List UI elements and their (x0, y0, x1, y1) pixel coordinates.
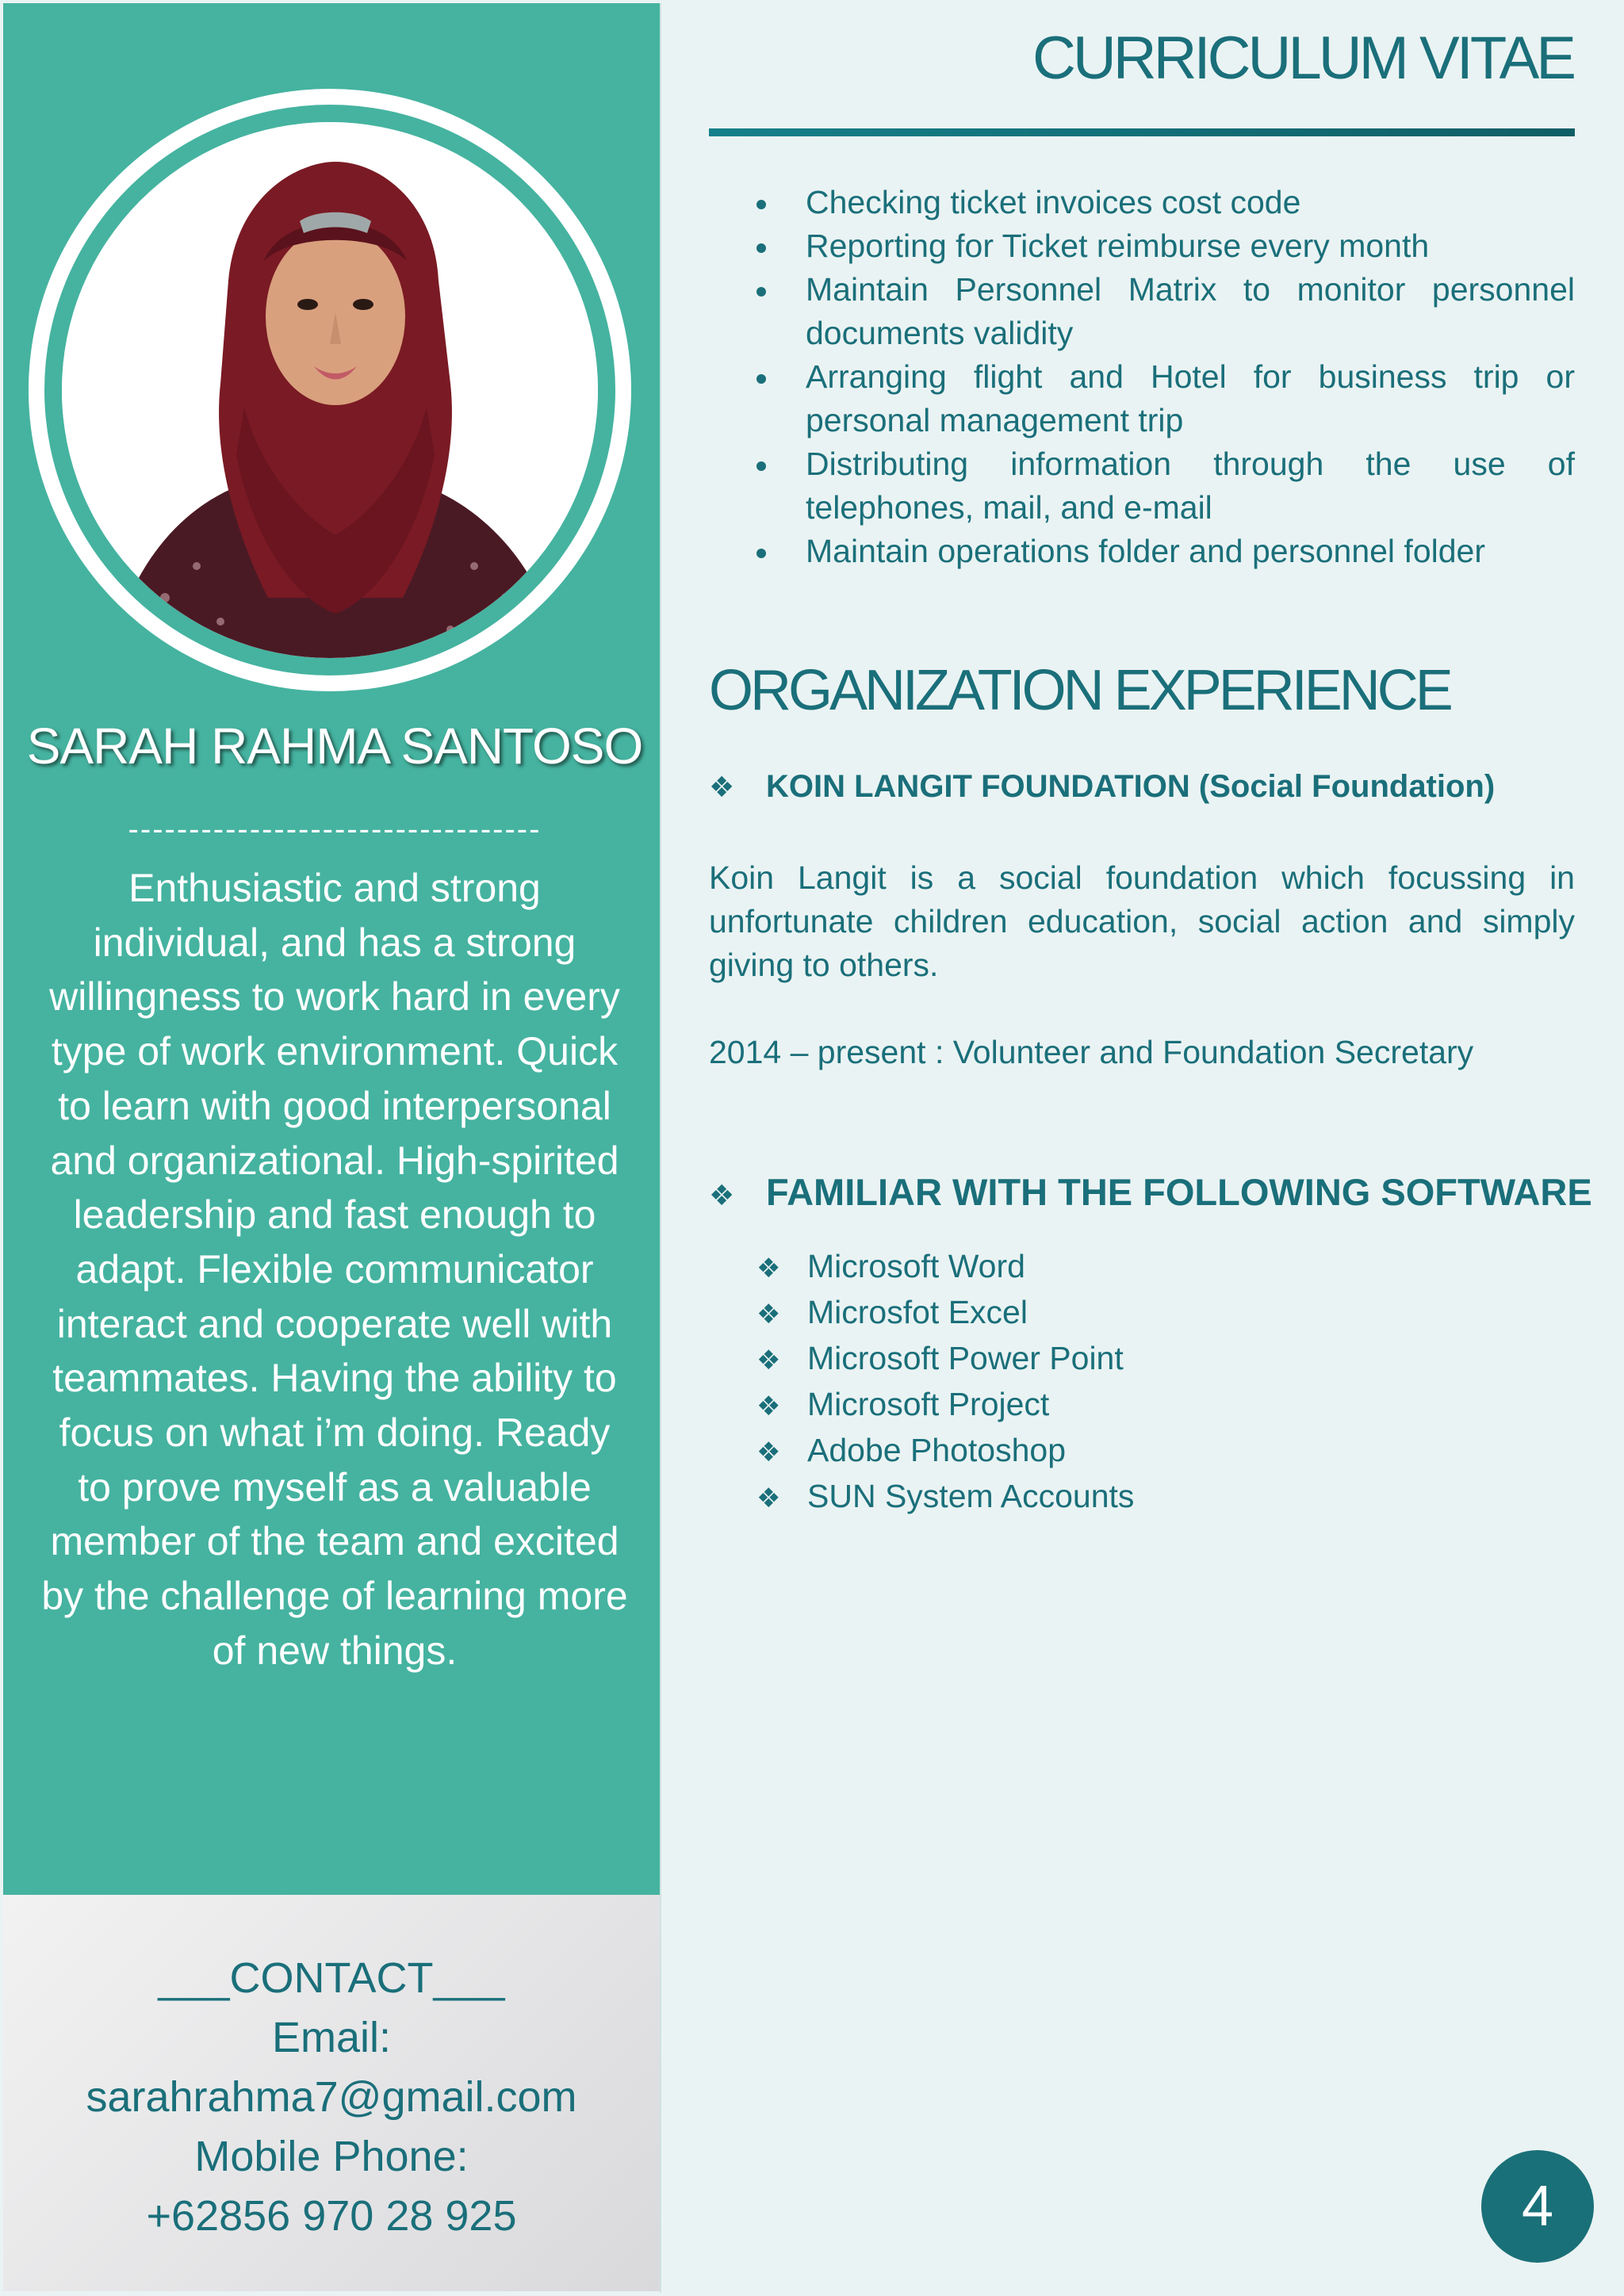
list-item: Maintain Personnel Matrix to monitor personnel documents validity (709, 268, 1575, 355)
diamond-bullet-icon: ❖ (709, 1179, 735, 1211)
summary-line: to learn with good interpersonal (58, 1083, 611, 1128)
contact-heading: ___CONTACT___ (158, 1954, 505, 2002)
profile-photo (62, 122, 598, 658)
left-sidebar (3, 3, 660, 1895)
bullet-dot-icon (756, 200, 766, 209)
list-item: ❖ SUN System Accounts (756, 1475, 1134, 1521)
organization-heading (709, 769, 1495, 805)
software-heading-text: FAMILIAR WITH THE FOLLOWING SOFTWARE (766, 1171, 1592, 1213)
email-address[interactable]: sarahrahma7@gmail.com (86, 2073, 577, 2121)
photo-frame (29, 89, 631, 691)
document-title: CURRICULUM VITAE (1032, 25, 1573, 92)
summary-line: and organizational. High-spirited (50, 1138, 619, 1183)
email-label: Email: (271, 2014, 392, 2061)
diamond-bullet-icon: ❖ (756, 1391, 781, 1422)
profile-summary (22, 861, 647, 1678)
bullet-dot-icon (756, 374, 766, 384)
name-divider: ---------------------------------- (128, 812, 542, 847)
summary-line: focus on what i’m doing. Ready (59, 1410, 611, 1456)
organization-section-title: ORGANIZATION EXPERIENCE (709, 659, 1450, 722)
diamond-bullet-icon: ❖ (756, 1253, 781, 1284)
list-item: Distributing information through the use of telephones, mail, and e-mail (709, 442, 1575, 530)
contact-block (3, 1949, 660, 2246)
duties-list (709, 181, 1575, 573)
organization-description: Koin Langit is a social foundation which focussing in unfortunate children education, social action and simply giving to others. (709, 859, 1575, 983)
list-item: Reporting for Ticket reimburse every month (709, 224, 1575, 268)
column-divider (660, 3, 661, 2293)
list-item: ❖ Microsoft Power Point (756, 1337, 1134, 1383)
summary-line: teammates. Having the ability to (52, 1356, 617, 1401)
summary-line: interact and cooperate well with (56, 1301, 613, 1346)
diamond-bullet-icon: ❖ (756, 1299, 781, 1330)
software-list (756, 1245, 1134, 1521)
software-heading (709, 1170, 1592, 1214)
list-item: ❖ Adobe Photoshop (756, 1429, 1134, 1475)
list-item: ❖ Microsoft Project (756, 1383, 1134, 1429)
list-item: ❖ Microsfot Excel (756, 1291, 1134, 1337)
summary-line: willingness to work hard in every (49, 974, 620, 1020)
diamond-bullet-icon: ❖ (756, 1483, 781, 1513)
candidate-name: SARAH RAHMA SANTOSO (26, 718, 643, 775)
summary-line: leadership and fast enough to (73, 1192, 596, 1238)
summary-line: of new things. (212, 1628, 458, 1673)
list-item: Checking ticket invoices cost code (709, 181, 1575, 224)
bullet-dot-icon (756, 549, 766, 558)
page-number-badge: 4 (1481, 2150, 1594, 2263)
diamond-bullet-icon: ❖ (756, 1437, 781, 1468)
organization-role: 2014 – present : Volunteer and Foundation Secretary (709, 1034, 1474, 1070)
phone-number[interactable]: +62856 970 28 925 (146, 2192, 517, 2240)
list-item: Maintain operations folder and personnel folder (709, 530, 1575, 573)
summary-line: individual, and has a strong (93, 920, 576, 965)
bullet-dot-icon (756, 461, 766, 471)
list-item: ❖ Microsoft Word (756, 1245, 1134, 1291)
summary-line: type of work environment. Quick (51, 1029, 619, 1074)
organization-name: KOIN LANGIT FOUNDATION (Social Foundation) (766, 769, 1496, 804)
title-rule (709, 128, 1575, 136)
diamond-bullet-icon: ❖ (709, 771, 735, 803)
summary-line: member of the team and excited (50, 1519, 619, 1564)
summary-line: by the challenge of learning more (41, 1574, 628, 1619)
bullet-dot-icon (756, 243, 766, 253)
diamond-bullet-icon: ❖ (756, 1345, 781, 1376)
portrait-illustration (62, 122, 598, 658)
list-item: Arranging flight and Hotel for business trip or personal management trip (709, 355, 1575, 442)
summary-line: adapt. Flexible communicator (75, 1246, 594, 1292)
summary-line: to prove myself as a valuable (78, 1464, 592, 1510)
summary-line: Enthusiastic and strong (128, 866, 541, 910)
phone-label: Mobile Phone: (194, 2133, 469, 2180)
bullet-dot-icon (756, 287, 766, 297)
